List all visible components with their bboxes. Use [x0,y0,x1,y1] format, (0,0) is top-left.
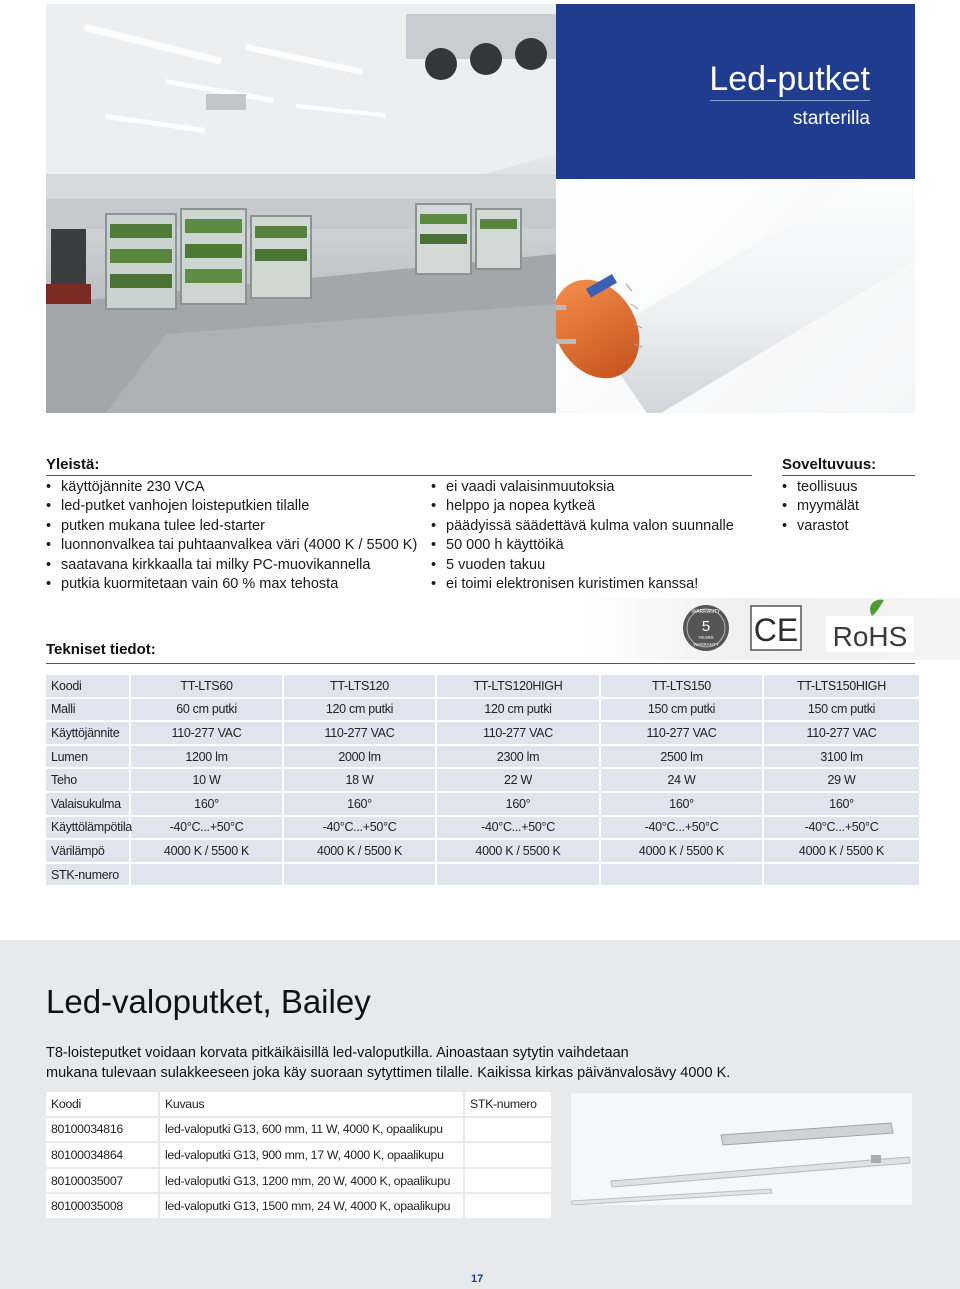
table-cell: led-valoputki G13, 600 mm, 11 W, 4000 K, opaalikupu [160,1118,463,1142]
table-row [46,675,919,697]
list-item: • helppo ja nopea kytkeä [431,497,734,516]
warehouse-illustration [46,4,556,413]
title-divider [710,100,870,101]
table-cell: 160° [131,793,282,815]
table-cell: -40°C...+50°C [437,817,599,839]
general-list-mid [431,478,734,594]
bailey-description-line-2: mukana tulevaan sulakkeeseen joka käy suoraan sytyttimen tilalle. Kaikissa kirkas päivänvalosävy 4000 K. [46,1064,731,1081]
table-row [46,722,919,744]
table-cell: 80100035008 [46,1194,158,1218]
table-cell: 120 cm putki [437,699,599,721]
row-label: Värilämpö [46,840,129,862]
table-cell: 110-277 VAC [764,722,919,744]
table-cell: 150 cm putki [764,699,919,721]
column-header: Koodi [46,1092,158,1116]
warranty-years-number: 5 [701,618,711,635]
row-label: Malli [46,699,129,721]
table-cell [437,864,599,886]
table-cell: 160° [437,793,599,815]
suitability-divider [782,475,915,476]
warranty-years-label: YEARS [698,635,714,640]
table-cell: led-valoputki G13, 1200 mm, 20 W, 4000 K, opaalikupu [160,1169,463,1193]
page-number: 17 [471,1273,484,1285]
general-list-left [46,478,417,594]
table-row [46,769,919,791]
table-cell: 4000 K / 5500 K [284,840,435,862]
list-item: • käyttöjännite 230 VCA [46,478,417,497]
table-row [46,1169,551,1193]
fixture-illustration [571,1093,912,1205]
table-cell: -40°C...+50°C [764,817,919,839]
list-item: • teollisuus [782,478,859,497]
row-label: Valaisukulma [46,793,129,815]
table-row [46,1143,551,1167]
table-cell: 80100034864 [46,1143,158,1167]
table-cell: 4000 K / 5500 K [601,840,762,862]
table-cell [465,1169,551,1193]
row-label: Käyttöjännite [46,722,129,744]
table-row [46,699,919,721]
table-cell: TT-LTS150HIGH [764,675,919,697]
table-cell: 1200 lm [131,746,282,768]
list-item: • varastot [782,517,859,536]
bailey-description [46,1044,766,1083]
table-cell: 110-277 VAC [601,722,762,744]
table-row [46,746,919,768]
table-cell: 4000 K / 5500 K [437,840,599,862]
row-label: Koodi [46,675,129,697]
ce-label: CE [753,612,799,648]
table-cell: 110-277 VAC [437,722,599,744]
table-cell: 10 W [131,769,282,791]
table-cell: 80100035007 [46,1169,158,1193]
table-cell: led-valoputki G13, 900 mm, 17 W, 4000 K, opaalikupu [160,1143,463,1167]
row-label: Teho [46,769,129,791]
table-cell: TT-LTS60 [131,675,282,697]
table-cell: -40°C...+50°C [601,817,762,839]
led-tube-fixture-photo [571,1093,912,1205]
tech-spec-table [44,673,921,887]
rohs-label: RoHS [832,621,908,652]
rohs-icon [826,600,914,652]
table-cell [465,1118,551,1142]
table-cell: led-valoputki G13, 1500 mm, 24 W, 4000 K, opaalikupu [160,1194,463,1218]
suitability-list [782,478,859,536]
table-cell [465,1143,551,1167]
tech-divider [46,663,915,664]
table-cell: TT-LTS150 [601,675,762,697]
bailey-title: Led-valoputket, Bailey [46,983,371,1020]
logos-svg [580,598,960,660]
table-cell: 3100 lm [764,746,919,768]
table-cell: 60 cm putki [131,699,282,721]
general-heading: Yleistä: [46,456,100,473]
column-header: STK-numero [465,1092,551,1116]
row-label: STK-numero [46,864,129,886]
led-tube-illustration [556,179,915,413]
list-item: • 5 vuoden takuu [431,556,734,575]
table-row [46,840,919,862]
table-row [46,1194,551,1218]
list-item: • 50 000 h käyttöikä [431,536,734,555]
table-cell: 4000 K / 5500 K [131,840,282,862]
suitability-heading: Soveltuvuus: [782,456,877,473]
table-cell: 29 W [764,769,919,791]
table-cell [284,864,435,886]
list-item: • ei toimi elektronisen kuristimen kanssa! [431,575,734,594]
list-item: • putkia kuormitetaan vain 60 % max tehosta [46,575,417,594]
table-cell: TT-LTS120 [284,675,435,697]
table-cell: 2500 lm [601,746,762,768]
warranty-badge-icon [683,605,729,651]
table-row [46,1118,551,1142]
column-header: Kuvaus [160,1092,463,1116]
table-row [46,864,919,886]
page-subtitle: starterilla [792,108,870,129]
bailey-product-table [44,1090,553,1220]
row-label: Käyttölämpötila [46,817,129,839]
table-cell: -40°C...+50°C [131,817,282,839]
page-title: Led-putket [709,60,870,98]
table-cell: 4000 K / 5500 K [764,840,919,862]
tech-heading: Tekniset tiedot: [46,641,156,658]
table-cell: 160° [601,793,762,815]
table-cell: 2000 lm [284,746,435,768]
table-cell: 150 cm putki [601,699,762,721]
list-item: • saatavana kirkkaalla tai milky PC-muovikannella [46,556,417,575]
table-cell: -40°C...+50°C [284,817,435,839]
table-cell: 2300 lm [437,746,599,768]
bailey-product-body [46,1092,551,1218]
table-cell: 18 W [284,769,435,791]
table-header-row [46,1092,551,1116]
table-cell: 160° [284,793,435,815]
table-cell: 120 cm putki [284,699,435,721]
title-panel [556,4,915,179]
table-cell: 110-277 VAC [284,722,435,744]
table-cell: 160° [764,793,919,815]
table-cell: 80100034816 [46,1118,158,1142]
table-cell: 24 W [601,769,762,791]
warranty-top-label: WARRANTY [691,609,721,615]
list-item: • myymälät [782,497,859,516]
list-item: • led-putket vanhojen loisteputkien tilalle [46,497,417,516]
table-cell [131,864,282,886]
table-cell [601,864,762,886]
table-cell: 110-277 VAC [131,722,282,744]
list-item: • ei vaadi valaisinmuutoksia [431,478,734,497]
general-divider [46,475,752,476]
table-cell: TT-LTS120HIGH [437,675,599,697]
warehouse-photo [46,4,556,413]
list-item: • luonnonvalkea tai puhtaanvalkea väri (4000 K / 5500 K) [46,536,417,555]
table-cell: 22 W [437,769,599,791]
warranty-bottom-label: WARRANTY [693,642,719,647]
table-cell [465,1194,551,1218]
row-label: Lumen [46,746,129,768]
tech-spec-body [46,675,919,885]
list-item: • päädyissä säädettävä kulma valon suunnalle [431,517,734,536]
table-row [46,793,919,815]
list-item: • putken mukana tulee led-starter [46,517,417,536]
ce-mark-icon [751,606,801,650]
bailey-description-line-1: T8-loisteputket voidaan korvata pitkäikäisillä led-valoputkilla. Ainoastaan sytytin vaihdetaan [46,1045,629,1061]
led-tube-photo [556,179,915,413]
table-row [46,817,919,839]
table-cell [764,864,919,886]
certification-logos [580,598,960,660]
